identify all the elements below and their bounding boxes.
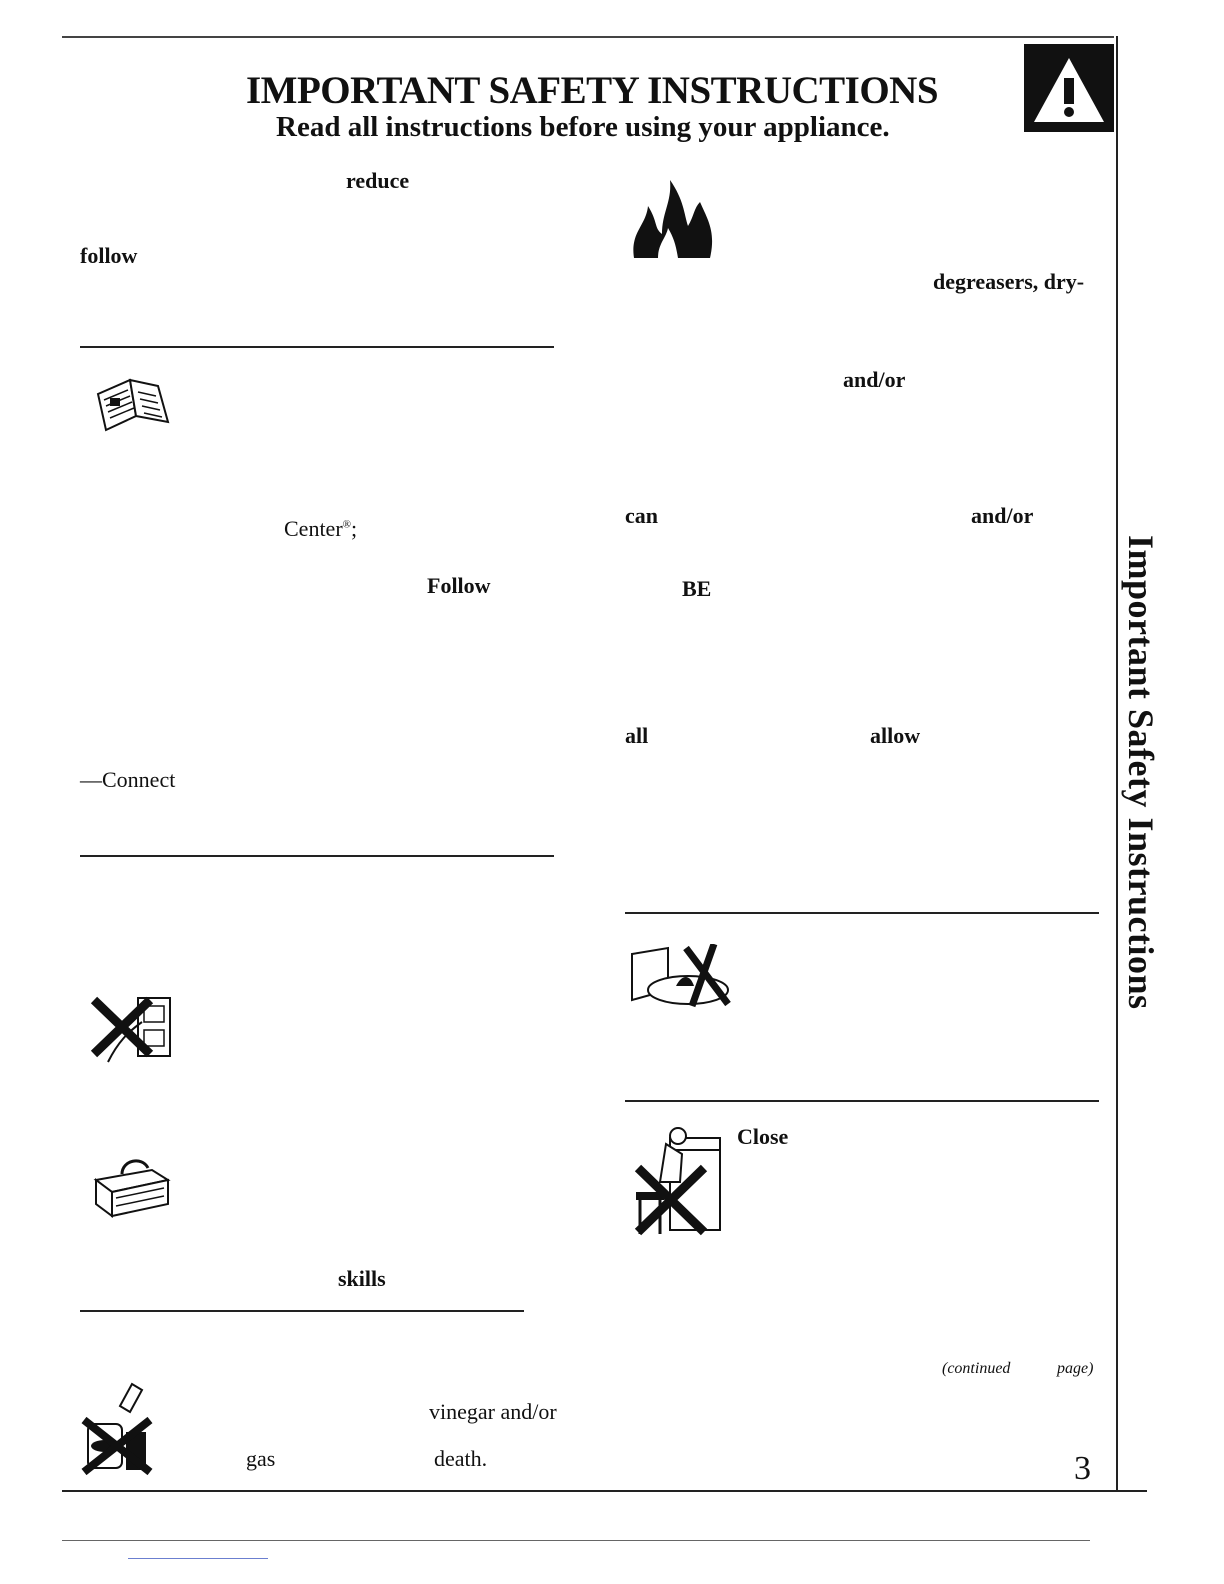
text-follow: follow [80,243,138,268]
no-climb-icon [630,1124,726,1238]
text-follow-2: Follow [427,573,491,598]
footer-link-rule [128,1558,268,1559]
section-divider [80,1310,524,1312]
text-reduce: reduce [346,168,410,193]
text-skills: skills [338,1266,386,1291]
section-divider [625,912,1099,914]
text-allow: allow [870,723,921,748]
text-page: page) [1057,1360,1094,1377]
text-death: death. [434,1446,488,1471]
no-chemicals-icon [80,1376,160,1476]
text-andor-2: and/or [971,503,1034,528]
section-divider [80,346,554,348]
text-andor-1: and/or [843,367,906,392]
toolbox-icon [92,1150,172,1218]
text-center-word: Center [284,516,343,541]
text-gas: gas [246,1446,276,1471]
right-border [1116,36,1118,1492]
text-degreasers: degreasers, dry- [933,269,1085,294]
bottom-rule [62,1490,1147,1492]
registered-mark: ® [342,518,352,531]
footer-rule [62,1540,1090,1541]
warning-icon [1024,44,1114,132]
side-tab: Important Safety Instructions [1121,535,1161,1010]
no-plug-icon [88,992,178,1072]
text-close: Close [737,1124,789,1149]
text-center: Center®; [284,516,358,541]
page-subtitle: Read all instructions before using your appliance. [276,111,890,143]
text-connect: —Connect [80,767,176,792]
fire-icon [628,172,720,262]
page-title: IMPORTANT SAFETY INSTRUCTIONS [246,69,939,112]
manual-icon [92,372,174,434]
text-vinegar: vinegar and/or [429,1399,557,1424]
section-divider [80,855,554,857]
text-continued: (continued [942,1360,1011,1377]
text-be: BE [682,576,712,601]
text-all: all [625,723,649,748]
text-can: can [625,503,658,528]
top-rule [62,36,1114,38]
no-child-washer-icon [628,944,734,1008]
page-number: 3 [1074,1450,1091,1487]
section-divider [625,1100,1099,1102]
